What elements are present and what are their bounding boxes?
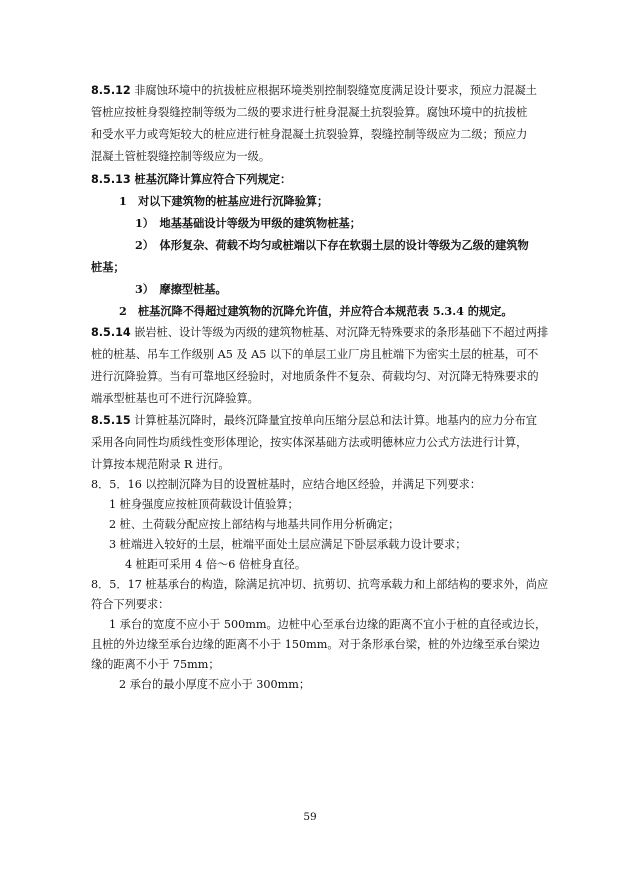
text-line [91, 128, 527, 142]
clause-number: 8.5.13 [91, 173, 131, 186]
text-line [91, 436, 527, 450]
line-text: 桩基； [91, 260, 125, 274]
text-line [91, 348, 538, 362]
text-line [125, 558, 306, 572]
line-text: 4 桩距可采用 4 倍～6 倍桩身直径。 [125, 558, 307, 571]
text-line [91, 392, 259, 406]
text-line [109, 538, 467, 552]
text-line [91, 326, 548, 340]
line-text: 1） 地基基础设计等级为甲级的建筑物桩基； [135, 216, 361, 230]
text-line [119, 194, 328, 208]
text-line [91, 260, 125, 274]
line-text: 非腐蚀环境中的抗拔桩应根据环境类别控制裂缝宽度满足设计要求，预应力混凝土 [134, 84, 537, 97]
text-line [91, 106, 527, 120]
line-text: 1 承台的宽度不应小于 500mm。边桩中心至承台边缘的距离不宜小于桩的直径或边长， [109, 618, 547, 631]
line-text: 2 桩基沉降不得超过建筑物的沉降允许值，并应符合本规范表 5.3.4 的规定。 [119, 304, 513, 318]
text-line [109, 618, 546, 632]
line-text: 1 对以下建筑物的桩基应进行沉降验算； [119, 194, 329, 208]
line-text: 且桩的外边缘至承台边缘的距离不小于 150mm。对于条形承台梁，桩的外边缘至承台梁边 [91, 638, 540, 651]
line-text: 计算桩基沉降时，最终沉降量宜按单向压缩分层总和法计算。地基内的应力分布宜 [134, 414, 537, 427]
line-text: 嵌岩桩、设计等级为丙级的建筑物桩基、对沉降无特殊要求的条形基础下不超过两排 [134, 326, 549, 339]
line-text: 2 桩、土荷载分配应按上部结构与地基共同作用分析确定； [109, 518, 400, 531]
line-text: 2 承台的最小厚度不应小于 300mm； [119, 678, 311, 691]
text-line [135, 238, 529, 252]
text-line [119, 304, 513, 318]
line-text: 缘的距离不小于 75mm； [91, 658, 220, 671]
line-text: 符合下列要求： [91, 598, 170, 611]
line-text: 桩基沉降计算应符合下列规定： [134, 172, 292, 186]
text-line [91, 598, 169, 612]
clause-number: 8.5.15 [91, 414, 131, 427]
line-text: 3 桩端进入较好的土层，桩端平面处土层应满足下卧层承载力设计要求； [109, 538, 467, 551]
line-text: 计算按本规范附录 R 进行。 [91, 458, 230, 471]
text-line [109, 518, 399, 532]
text-line [109, 498, 299, 512]
text-line [91, 658, 220, 672]
clause-number: 8.5.12 [91, 84, 131, 97]
line-text: 管桩应按桩身裂缝控制等级为二级的要求进行桩身混凝土抗裂验算。腐蚀环境中的抗拔桩 [91, 106, 528, 119]
line-text: 进行沉降验算。当有可靠地区经验时，对地质条件不复杂、荷载均匀、对沉降无特殊要求的 [91, 370, 539, 383]
text-line [135, 282, 227, 296]
clause-number: 8.5.14 [91, 326, 131, 339]
text-line [91, 458, 230, 472]
line-text: 8．5．17 桩基承台的构造，除满足抗冲切、抗剪切、抗弯承载力和上部结构的要求外，尚应 [91, 578, 549, 591]
line-text: 3） 摩擦型桩基。 [135, 282, 227, 296]
text-line [135, 216, 361, 230]
line-text: 桩的桩基、吊车工作级别 A5 及 A5 以下的单层工业厂房且桩端下为密实土层的桩基，可不 [91, 348, 539, 361]
line-text: 8．5．16 以控制沉降为目的设置桩基时，应结合地区经验，并满足下列要求： [91, 478, 482, 491]
text-line [91, 370, 539, 384]
line-text: 采用各向同性均质线性变形体理论，按实体深基础方法或明德林应力公式方法进行计算， [91, 436, 528, 449]
text-line [91, 578, 548, 592]
text-line [91, 150, 270, 164]
line-text: 端承型桩基也可不进行沉降验算。 [91, 392, 259, 405]
page-number: 59 [303, 811, 317, 823]
line-text: 混凝土管桩裂缝控制等级应为一级。 [91, 150, 271, 163]
line-text: 2） 体形复杂、荷载不均匀或桩端以下存在软弱土层的设计等级为乙级的建筑物 [135, 238, 529, 252]
text-line [91, 478, 481, 492]
text-line [91, 172, 291, 187]
text-line [119, 678, 310, 692]
line-text: 1 桩身强度应按桩顶荷载设计值验算； [109, 498, 299, 511]
text-line [91, 414, 537, 428]
text-line [91, 84, 537, 98]
text-line [91, 638, 540, 652]
line-text: 和受水平力或弯矩较大的桩应进行桩身混凝土抗裂验算，裂缝控制等级应为二级；预应力 [91, 128, 528, 141]
